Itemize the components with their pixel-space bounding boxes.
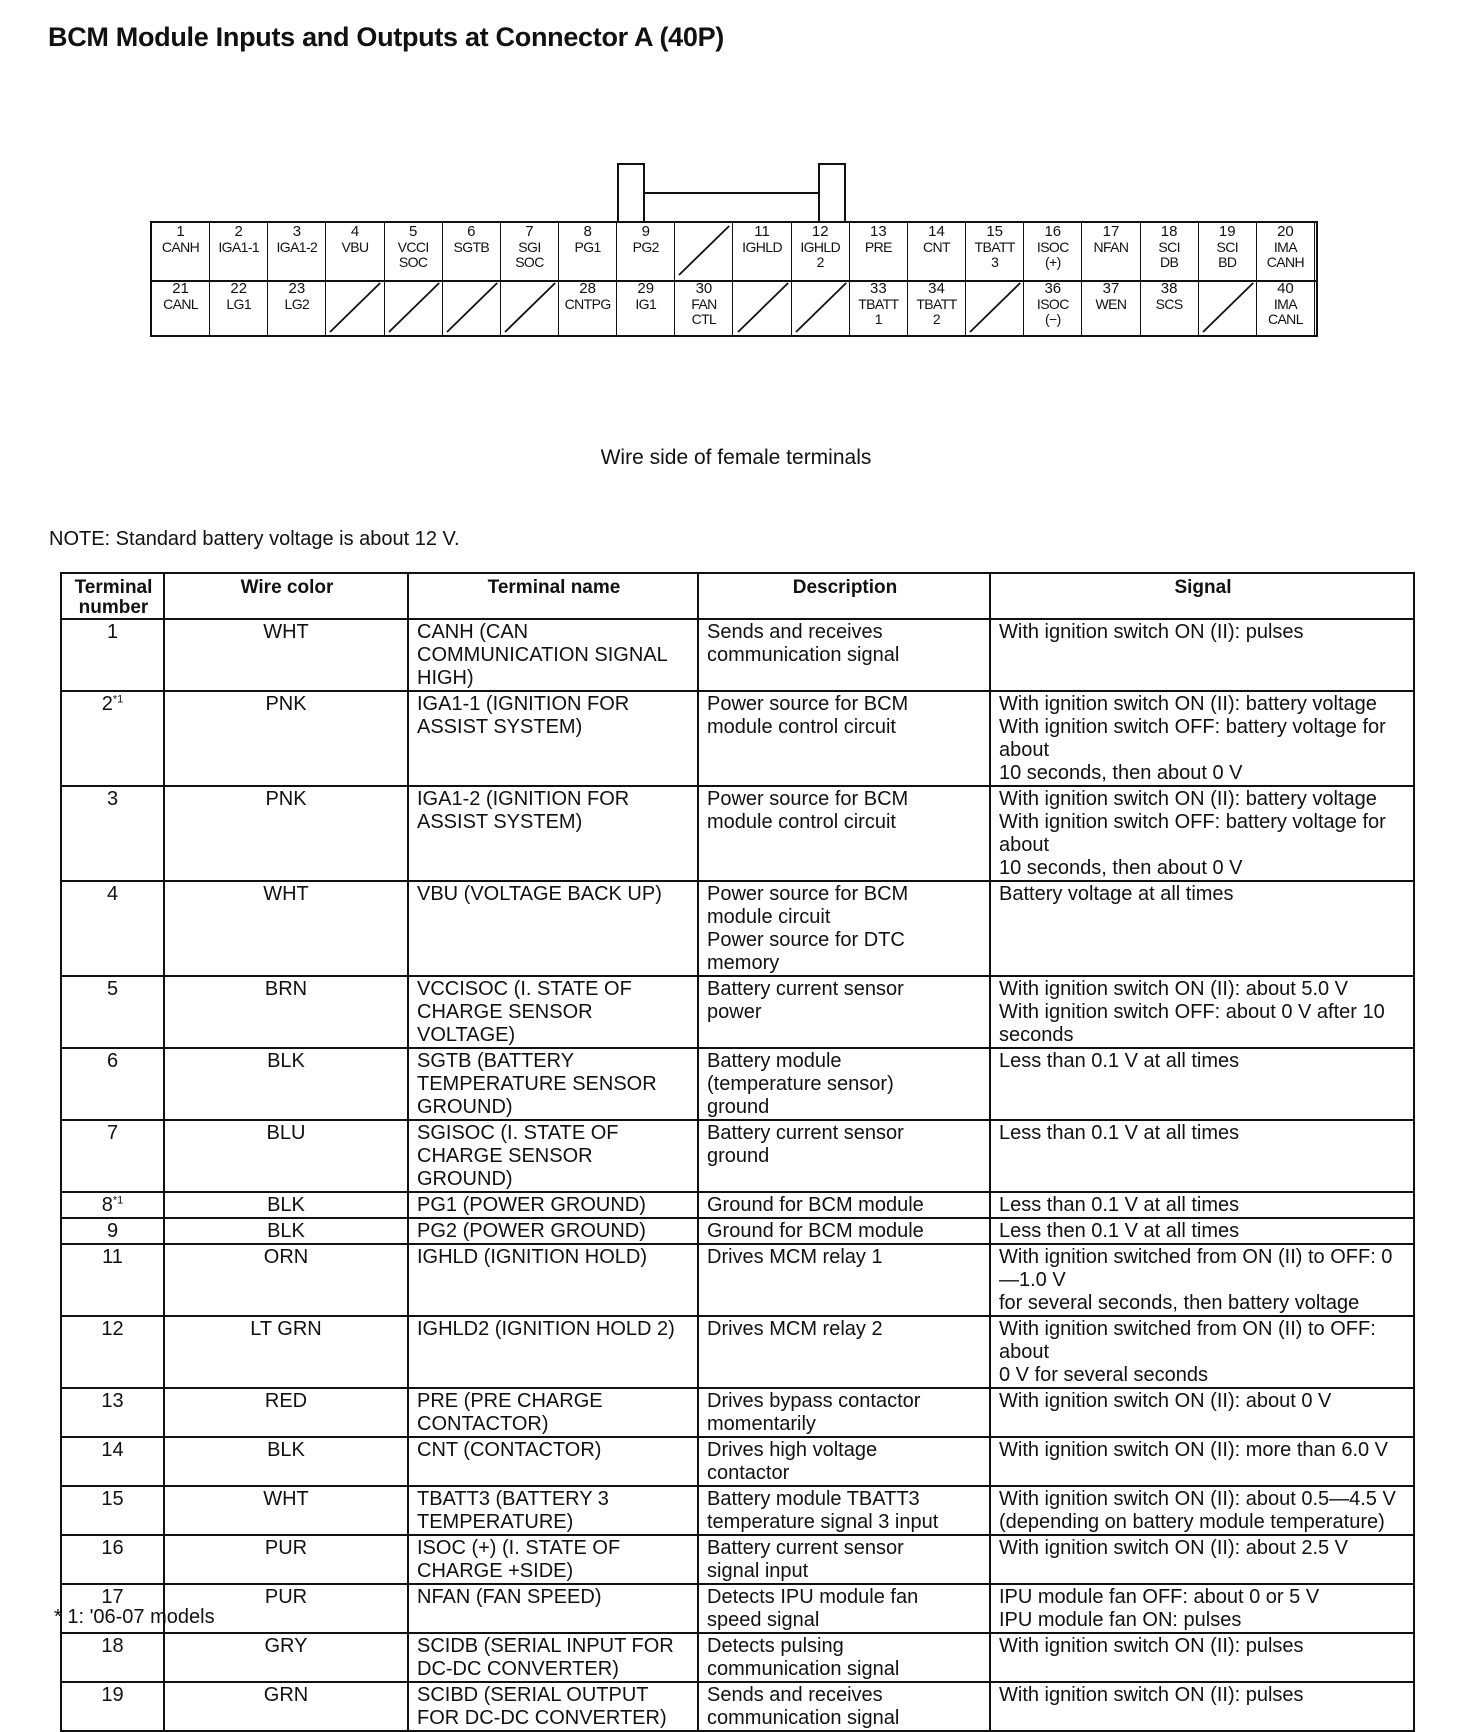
cell-wire-color: PNK: [164, 786, 408, 881]
cell-wire-color: WHT: [164, 619, 408, 691]
cell-terminal-name: IGHLD (IGNITION HOLD): [408, 1244, 698, 1316]
cell-wire-color: GRN: [164, 1682, 408, 1731]
pin-label: PG2: [632, 239, 659, 255]
terminal-number: 16: [101, 1537, 124, 1559]
cell-description: Battery module (temperature sensor) ground: [698, 1048, 990, 1120]
cell-terminal-name: IGHLD2 (IGNITION HOLD 2): [408, 1316, 698, 1388]
table-header-row: [61, 573, 1414, 619]
connector-pin: [617, 280, 675, 337]
pin-number: 12: [811, 223, 829, 240]
empty-slot-slash: [501, 280, 559, 335]
footnote-mark: *1: [112, 1194, 124, 1207]
cell-terminal-number: [61, 976, 164, 1048]
cell-signal: With ignition switch ON (II): about 2.5 V: [990, 1535, 1414, 1584]
cell-wire-color: ORN: [164, 1244, 408, 1316]
pin-number: 2: [234, 223, 243, 240]
pin-label: NFAN: [1093, 239, 1129, 255]
cell-wire-color: RED: [164, 1388, 408, 1437]
connector-pin: [1141, 280, 1199, 337]
empty-slot-slash: [326, 280, 384, 335]
cell-description: Drives bypass contactor momentarily: [698, 1388, 990, 1437]
cell-description: Battery current sensor power: [698, 976, 990, 1048]
terminal-table: [60, 572, 1415, 1732]
header-terminal-number: Terminal number: [61, 573, 164, 619]
cell-terminal-number: [61, 786, 164, 881]
cell-terminal-number: [61, 1048, 164, 1120]
pin-number: 9: [641, 223, 650, 240]
pin-number: 22: [230, 280, 248, 297]
cell-description: Battery current sensor signal input: [698, 1535, 990, 1584]
cell-terminal-name: SGISOC (I. STATE OF CHARGE SENSOR GROUND): [408, 1120, 698, 1192]
pin-label: IGA1-2: [276, 239, 318, 255]
cell-wire-color: BLK: [164, 1048, 408, 1120]
cell-terminal-number: [61, 619, 164, 691]
pin-label: CNTPG: [564, 296, 611, 312]
cell-terminal-name: SCIDB (SERIAL INPUT FOR DC-DC CONVERTER): [408, 1633, 698, 1682]
connector-pin: [1024, 223, 1082, 280]
pin-number: 15: [986, 223, 1003, 240]
terminal-number: 13: [101, 1390, 124, 1412]
pin-label: TBATT: [916, 296, 957, 312]
pin-number: 19: [1218, 223, 1236, 240]
empty-slot-slash: [792, 280, 850, 335]
cell-terminal-name: SGTB (BATTERY TEMPERATURE SENSOR GROUND): [408, 1048, 698, 1120]
pin-number: 8: [583, 223, 592, 240]
cell-terminal-number: [61, 691, 164, 786]
pin-label: 1: [874, 311, 882, 327]
cell-wire-color: LT GRN: [164, 1316, 408, 1388]
cell-wire-color: WHT: [164, 1486, 408, 1535]
cell-wire-color: BLK: [164, 1192, 408, 1218]
pin-number: 3: [292, 223, 302, 240]
connector-pin: [1199, 223, 1257, 280]
pin-number: 17: [1102, 223, 1120, 240]
terminal-number: 15: [101, 1488, 124, 1510]
connector-pin: [268, 223, 326, 280]
pin-number: 16: [1044, 223, 1062, 240]
table-row: [61, 1244, 1414, 1316]
cell-description: Power source for BCM module circuit Power source for DTC memory: [698, 881, 990, 976]
empty-slot-slash: [734, 280, 792, 335]
pin-label: 2: [932, 311, 941, 327]
connector-pin: [1141, 223, 1199, 280]
footnote: * 1: '06-07 models: [54, 1606, 215, 1628]
cell-description: Ground for BCM module: [698, 1192, 990, 1218]
cell-signal: With ignition switch ON (II): pulses: [990, 1633, 1414, 1682]
cell-signal: Less than 0.1 V at all times: [990, 1048, 1414, 1120]
cell-terminal-number: [61, 881, 164, 976]
pin-number: 7: [525, 223, 534, 240]
table-row: [61, 1120, 1414, 1192]
terminal-number: 14: [101, 1439, 124, 1461]
pin-number: 1: [176, 223, 185, 240]
cell-terminal-name: IGA1-2 (IGNITION FOR ASSIST SYSTEM): [408, 786, 698, 881]
pin-number: 20: [1277, 223, 1294, 240]
terminal-number: 9: [106, 1220, 119, 1242]
pin-number: 36: [1044, 280, 1062, 297]
cell-wire-color: BLK: [164, 1218, 408, 1244]
pin-label: CANL: [1267, 311, 1303, 327]
connector-pin: [559, 280, 617, 337]
pin-number: 23: [288, 280, 306, 297]
connector-pin: [1024, 280, 1082, 337]
cell-wire-color: BLU: [164, 1120, 408, 1192]
table-row: [61, 1535, 1414, 1584]
connector-diagram: [150, 163, 1318, 339]
cell-terminal-number: [61, 1682, 164, 1731]
cell-terminal-name: PG1 (POWER GROUND): [408, 1192, 698, 1218]
pin-label: IMA: [1273, 239, 1297, 255]
pin-label: BD: [1218, 254, 1237, 270]
pin-number: 18: [1160, 223, 1178, 240]
terminal-number: 12: [101, 1318, 124, 1340]
cell-terminal-name: TBATT3 (BATTERY 3 TEMPERATURE): [408, 1486, 698, 1535]
pin-label: 2: [816, 254, 824, 270]
cell-terminal-number: [61, 1218, 164, 1244]
connector-pin: [210, 223, 268, 280]
connector-pin-empty: [734, 280, 792, 337]
cell-terminal-number: [61, 1486, 164, 1535]
cell-signal: With ignition switch ON (II): battery voltage With ignition switch OFF: battery voltage for about 10 seconds, then about 0 V: [990, 691, 1414, 786]
terminal-number: 19: [101, 1684, 124, 1706]
pin-number: 6: [467, 223, 476, 240]
table-row: [61, 1218, 1414, 1244]
cell-description: Ground for BCM module: [698, 1218, 990, 1244]
pin-number: 29: [637, 280, 655, 297]
cell-terminal-number: [61, 1535, 164, 1584]
pin-label: IMA: [1273, 296, 1297, 312]
cell-description: Battery current sensor ground: [698, 1120, 990, 1192]
connector-latch-left: [617, 163, 645, 221]
cell-signal: With ignition switch ON (II): about 5.0 V With ignition switch OFF: about 0 V after 10 seconds: [990, 976, 1414, 1048]
cell-signal: Less than 0.1 V at all times: [990, 1192, 1414, 1218]
table-row: [61, 619, 1414, 691]
connector-pin-empty: [1199, 280, 1257, 337]
terminal-number: 2: [101, 693, 113, 715]
cell-terminal-name: NFAN (FAN SPEED): [408, 1584, 698, 1633]
cell-terminal-number: [61, 1388, 164, 1437]
connector-pin: [617, 223, 675, 280]
connector-pin: [908, 223, 966, 280]
connector-pin: [559, 223, 617, 280]
cell-terminal-number: [61, 1120, 164, 1192]
connector-pin: [850, 280, 908, 337]
pin-number: 37: [1102, 280, 1120, 297]
table-row: [61, 1682, 1414, 1731]
header-signal: Signal: [990, 573, 1414, 619]
terminal-number: 5: [106, 978, 119, 1000]
pin-number: 11: [754, 223, 770, 240]
pin-label: CNT: [923, 239, 950, 255]
cell-terminal-name: IGA1-1 (IGNITION FOR ASSIST SYSTEM): [408, 691, 698, 786]
connector-pin: [908, 280, 966, 337]
table-row: [61, 1388, 1414, 1437]
cell-description: Sends and receives communication signal: [698, 619, 990, 691]
pin-number: 34: [928, 280, 945, 297]
pin-label: ISOC: [1036, 296, 1069, 312]
table-row: [61, 1633, 1414, 1682]
connector-pin-empty: [501, 280, 559, 337]
cell-description: Detects pulsing communication signal: [698, 1633, 990, 1682]
pin-number: 13: [870, 223, 887, 240]
header-description: Description: [698, 573, 990, 619]
cell-signal: With ignition switched from ON (II) to OFF: 0—1.0 V for several seconds, then battery voltage: [990, 1244, 1414, 1316]
terminal-number: 3: [106, 788, 119, 810]
connector-pin-empty: [792, 280, 850, 337]
table-row: [61, 1437, 1414, 1486]
cell-description: Drives high voltage contactor: [698, 1437, 990, 1486]
connector-pin: [1257, 223, 1315, 280]
table-row: [61, 881, 1414, 976]
cell-signal: With ignition switch ON (II): more than 6.0 V: [990, 1437, 1414, 1486]
table-row: [61, 1316, 1414, 1388]
connector-pin: [326, 223, 384, 280]
cell-terminal-number: [61, 1192, 164, 1218]
pin-label: SGTB: [453, 239, 490, 255]
empty-slot-slash: [675, 223, 733, 278]
connector-pin: [210, 280, 268, 337]
table-row: [61, 1048, 1414, 1120]
cell-terminal-number: [61, 1316, 164, 1388]
terminal-number: 1: [106, 621, 119, 643]
pin-label: IGHLD: [800, 239, 841, 255]
terminal-number: 6: [106, 1050, 119, 1072]
pin-label: SCI: [1158, 239, 1180, 255]
pin-label: IGHLD: [742, 239, 782, 255]
connector-pin-empty: [326, 280, 384, 337]
pin-label: SOC: [398, 254, 428, 270]
cell-signal: With ignition switch ON (II): battery voltage With ignition switch OFF: battery voltage for about 10 seconds, then about 0 V: [990, 786, 1414, 881]
connector-pin: [385, 223, 443, 280]
cell-terminal-name: ISOC (+) (I. STATE OF CHARGE +SIDE): [408, 1535, 698, 1584]
table-row: [61, 976, 1414, 1048]
connector-pin: [268, 280, 326, 337]
pin-label: CANH: [161, 239, 200, 255]
cell-description: Power source for BCM module control circuit: [698, 691, 990, 786]
cell-signal: Battery voltage at all times: [990, 881, 1414, 976]
pin-label: IGA1-1: [218, 239, 260, 255]
pin-label: PG1: [574, 239, 601, 255]
footnote-mark: *1: [112, 693, 124, 706]
pin-label: TBATT: [858, 296, 899, 312]
terminal-number: 4: [106, 883, 119, 905]
cell-description: Drives MCM relay 2: [698, 1316, 990, 1388]
connector-pin: [1257, 280, 1315, 337]
cell-description: Power source for BCM module control circuit: [698, 786, 990, 881]
pin-label: VBU: [341, 239, 369, 255]
cell-signal: IPU module fan OFF: about 0 or 5 V IPU module fan ON: pulses: [990, 1584, 1414, 1633]
terminal-number: 18: [101, 1635, 124, 1657]
cell-terminal-number: [61, 1437, 164, 1486]
pin-label: SCI: [1216, 239, 1239, 255]
cell-signal: Less then 0.1 V at all times: [990, 1218, 1414, 1244]
pin-number: 30: [695, 280, 713, 297]
pin-number: 38: [1160, 280, 1178, 297]
pin-label: SGI: [518, 239, 541, 255]
pin-number: 4: [350, 223, 360, 240]
cell-wire-color: PNK: [164, 691, 408, 786]
cell-terminal-name: VBU (VOLTAGE BACK UP): [408, 881, 698, 976]
pin-number: 40: [1277, 280, 1294, 297]
connector-pin-empty: [675, 223, 733, 280]
connector-pin: [734, 223, 792, 280]
connector-bottom-row: [152, 280, 1316, 337]
pin-label: (+): [1044, 254, 1061, 270]
cell-signal: With ignition switch ON (II): pulses: [990, 619, 1414, 691]
cell-description: Battery module TBATT3 temperature signal 3 input: [698, 1486, 990, 1535]
empty-slot-slash: [966, 280, 1024, 335]
cell-wire-color: PUR: [164, 1584, 408, 1633]
pin-label: TBATT: [974, 239, 1015, 255]
pin-label: 3: [991, 254, 999, 270]
pin-label: ISOC: [1036, 239, 1069, 255]
cell-description: Sends and receives communication signal: [698, 1682, 990, 1731]
connector-pin: [966, 223, 1024, 280]
pin-label: DB: [1159, 254, 1179, 270]
cell-wire-color: BRN: [164, 976, 408, 1048]
pin-label: WEN: [1095, 296, 1127, 312]
table-row: [61, 1192, 1414, 1218]
table-row: [61, 691, 1414, 786]
cell-signal: With ignition switch ON (II): about 0.5—4.5 V (depending on battery module temperature): [990, 1486, 1414, 1535]
note: NOTE: Standard battery voltage is about 12 V.: [49, 528, 460, 550]
pin-label: IG1: [635, 296, 657, 312]
connector-pin: [850, 223, 908, 280]
header-wire-color: Wire color: [164, 573, 408, 619]
terminal-number: 17: [101, 1586, 124, 1608]
connector-pin: [443, 223, 501, 280]
connector-pin: [152, 280, 210, 337]
cell-terminal-name: PG2 (POWER GROUND): [408, 1218, 698, 1244]
connector-pin: [1082, 223, 1140, 280]
connector-pin: [792, 223, 850, 280]
table-row: [61, 786, 1414, 881]
cell-terminal-number: [61, 1633, 164, 1682]
cell-terminal-name: CANH (CAN COMMUNICATION SIGNAL HIGH): [408, 619, 698, 691]
cell-description: Drives MCM relay 1: [698, 1244, 990, 1316]
cell-signal: Less than 0.1 V at all times: [990, 1120, 1414, 1192]
cell-description: Detects IPU module fan speed signal: [698, 1584, 990, 1633]
pin-label: VCCI: [397, 239, 429, 255]
table-row: [61, 1584, 1414, 1633]
cell-signal: With ignition switch ON (II): pulses: [990, 1682, 1414, 1731]
pin-number: 33: [870, 280, 887, 297]
connector-body: [150, 221, 1318, 337]
connector-top-row: [152, 223, 1316, 282]
empty-slot-slash: [1199, 280, 1257, 335]
pin-label: CTL: [691, 311, 717, 327]
terminal-number: 7: [106, 1122, 119, 1144]
empty-slot-slash: [443, 280, 501, 335]
pin-number: 5: [408, 223, 418, 240]
connector-latch-bar: [645, 192, 818, 194]
page-title: BCM Module Inputs and Outputs at Connector A (40P): [48, 22, 724, 52]
terminal-number: 11: [102, 1246, 123, 1268]
pin-label: CANL: [163, 296, 199, 312]
cell-wire-color: PUR: [164, 1535, 408, 1584]
header-terminal-name: Terminal name: [408, 573, 698, 619]
cell-terminal-number: [61, 1244, 164, 1316]
pin-number: 28: [579, 280, 596, 297]
connector-caption: Wire side of female terminals: [600, 446, 872, 469]
cell-terminal-name: PRE (PRE CHARGE CONTACTOR): [408, 1388, 698, 1437]
pin-number: 21: [172, 280, 189, 297]
cell-terminal-name: CNT (CONTACTOR): [408, 1437, 698, 1486]
cell-signal: With ignition switch ON (II): about 0 V: [990, 1388, 1414, 1437]
connector-pin: [1082, 280, 1140, 337]
cell-wire-color: WHT: [164, 881, 408, 976]
pin-label: FAN: [691, 296, 717, 312]
pin-label: LG2: [284, 296, 310, 312]
cell-wire-color: BLK: [164, 1437, 408, 1486]
pin-label: SOC: [515, 254, 544, 270]
terminal-number: 8: [101, 1194, 113, 1216]
connector-pin: [675, 280, 733, 337]
connector-pin-empty: [385, 280, 443, 337]
pin-label: (−): [1044, 311, 1061, 327]
connector-pin: [152, 223, 210, 280]
cell-signal: With ignition switched from ON (II) to OFF: about 0 V for several seconds: [990, 1316, 1414, 1388]
connector-pin-empty: [966, 280, 1024, 337]
table-row: [61, 1486, 1414, 1535]
pin-label: LG1: [226, 296, 252, 312]
pin-label: CANH: [1266, 254, 1305, 270]
connector-pin-empty: [443, 280, 501, 337]
pin-label: PRE: [864, 239, 892, 255]
connector-pin: [501, 223, 559, 280]
connector-latch-right: [818, 163, 846, 221]
pin-number: 14: [928, 223, 945, 240]
cell-terminal-name: SCIBD (SERIAL OUTPUT FOR DC-DC CONVERTER): [408, 1682, 698, 1731]
cell-terminal-name: VCCISOC (I. STATE OF CHARGE SENSOR VOLTAGE): [408, 976, 698, 1048]
cell-wire-color: GRY: [164, 1633, 408, 1682]
empty-slot-slash: [385, 280, 443, 335]
pin-label: SCS: [1155, 296, 1183, 312]
